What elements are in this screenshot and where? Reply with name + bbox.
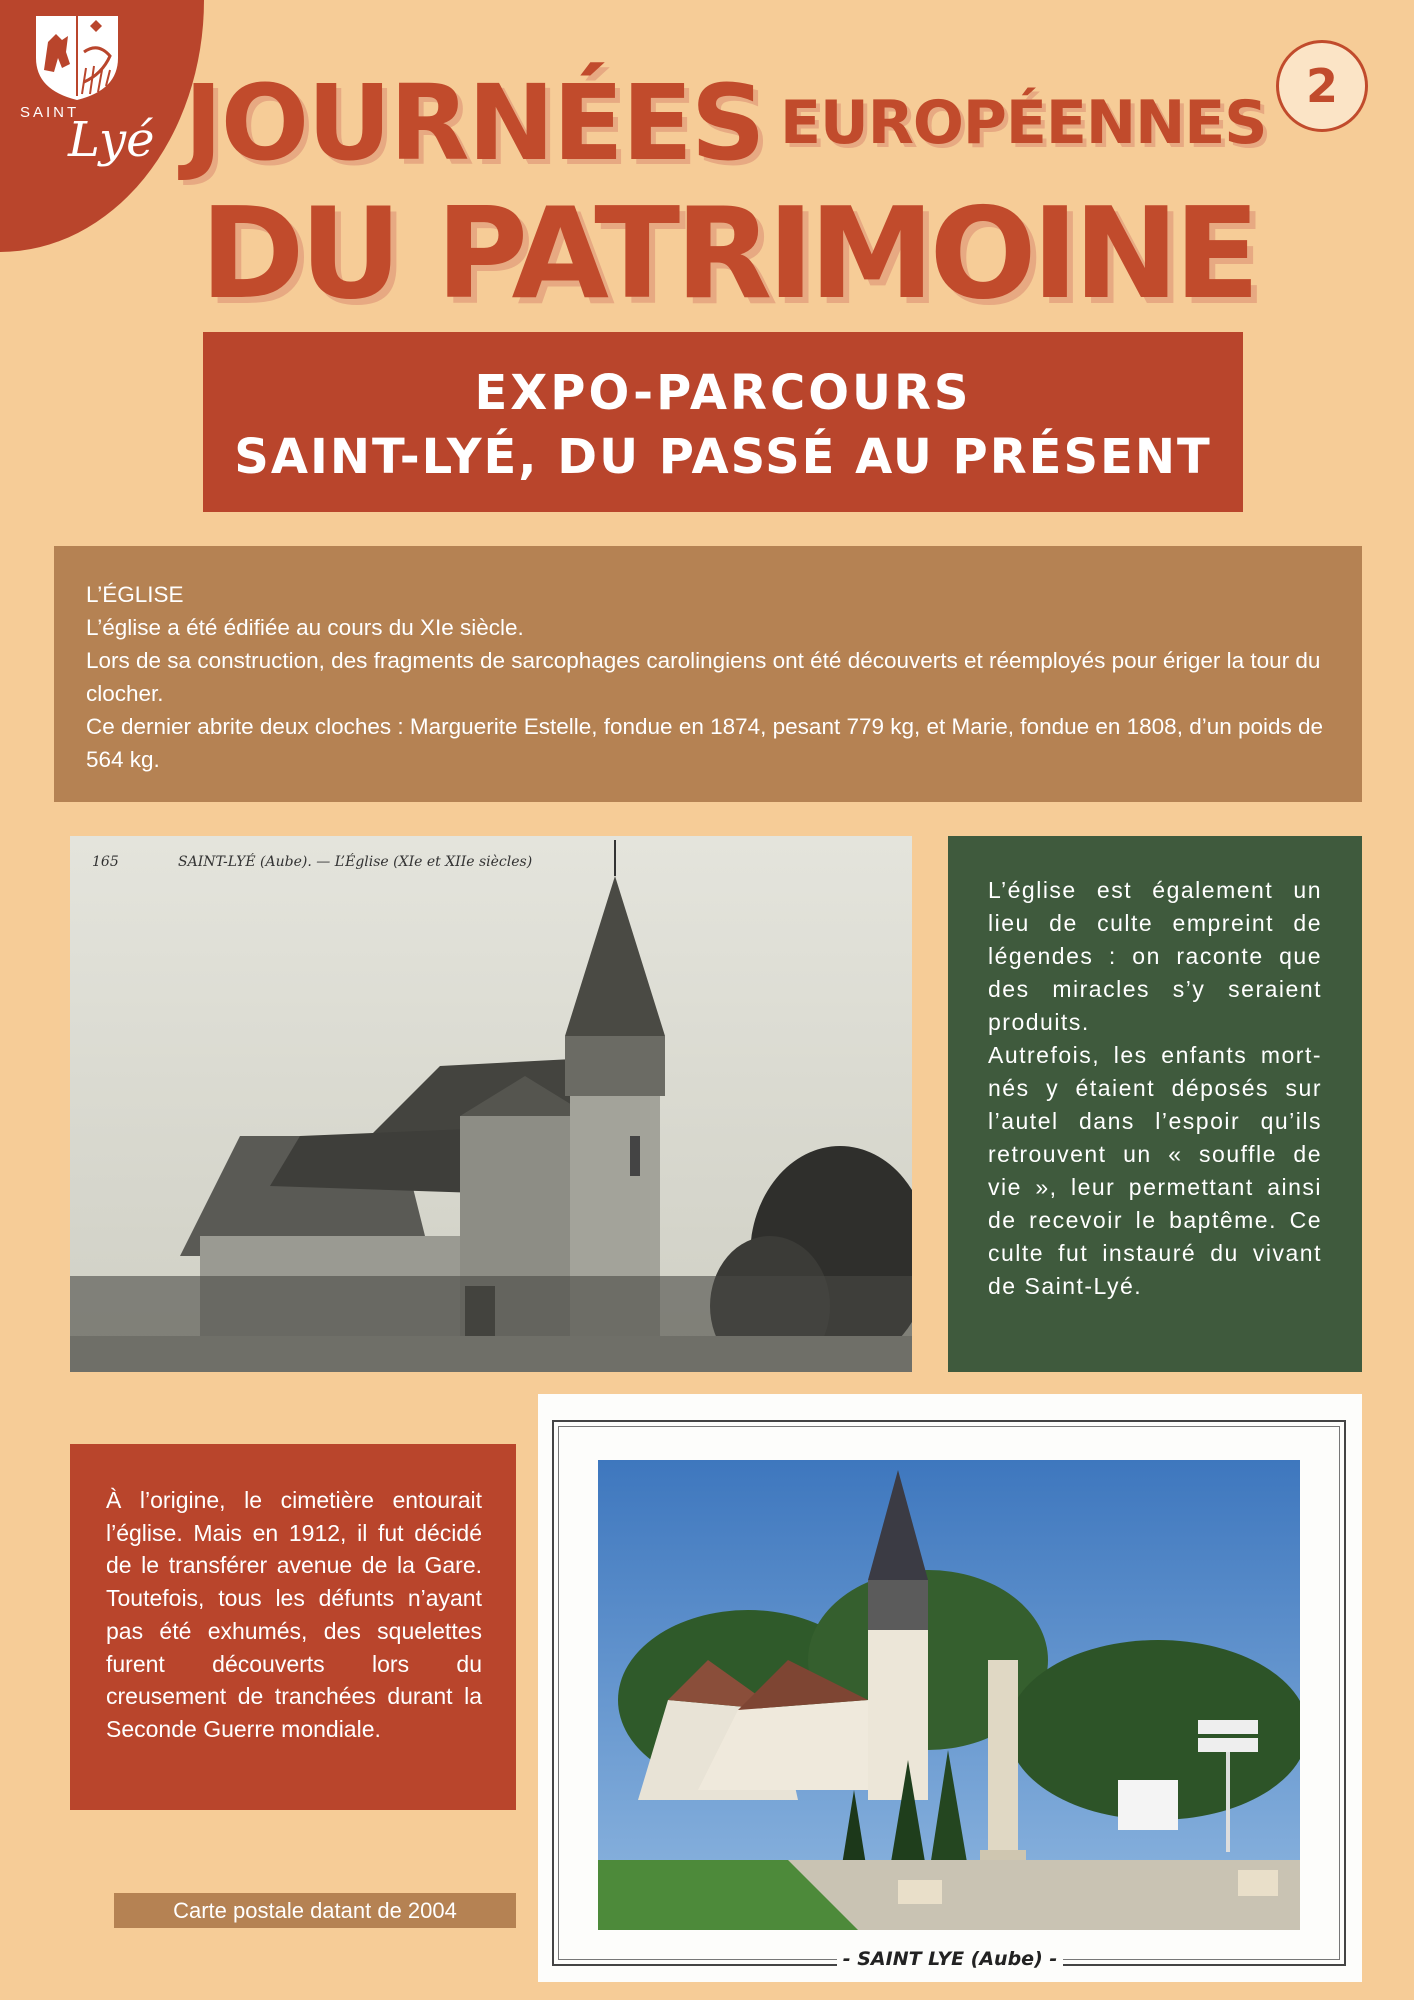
coat-of-arms-icon bbox=[32, 12, 122, 102]
legend-paragraph-1: L’église est également un lieu de culte empreint de légendes : on raconte que des miracles s’y seraient produits. bbox=[988, 877, 1322, 1035]
panel-number-badge: 2 bbox=[1276, 40, 1368, 132]
intro-paragraph-1: L’église a été édifiée au cours du XIe siècle. bbox=[86, 615, 524, 640]
title-patrimoine: DU PATRIMOINE bbox=[200, 180, 1256, 327]
modern-church-postcard bbox=[538, 1394, 1362, 1982]
legend-paragraph-2: Autrefois, les enfants mort-nés y étaient déposés sur l’autel dans l’espoir qu’ils retrouvent un « souffle de vie », leur permettant ainsi de recevoir le baptême. Ce culte fut instauré du vivant de Saint-Lyé. bbox=[988, 1042, 1322, 1299]
postcard-caption: Carte postale datant de 2004 bbox=[114, 1893, 516, 1928]
cemetery-text-box: À l’origine, le cimetière entourait l’église. Mais en 1912, il fut décidé de le transférer avenue de la Gare. Toutefois, tous les défunts n’ayant pas été exhumés, des squelettes furent découverts lors du creusement de tranchées durant la Seconde Guerre mondiale. bbox=[70, 1444, 516, 1810]
logo-lye-text: Lyé bbox=[68, 112, 155, 168]
intro-paragraph-3: Ce dernier abrite deux cloches : Marguerite Estelle, fondue en 1874, pesant 779 kg, et Marie, fondue en 1808, d’un poids de 564 kg. bbox=[86, 714, 1324, 772]
old-postcard-number: 165 bbox=[92, 854, 119, 870]
modern-church-photo bbox=[598, 1460, 1300, 1930]
intro-heading: L’ÉGLISE bbox=[86, 582, 184, 607]
logo-saint-text: SAINT bbox=[20, 104, 80, 121]
title-europeennes: EUROPÉENNES bbox=[780, 88, 1267, 158]
old-postcard-caption: SAINT-LYÉ (Aube). — L’Église (XIe et XIIe siècles) bbox=[178, 854, 533, 870]
expo-banner bbox=[203, 332, 1243, 512]
legend-text-box bbox=[948, 836, 1362, 1372]
intro-box bbox=[54, 546, 1362, 802]
old-church-postcard bbox=[70, 836, 912, 1372]
title-journees: JOURNÉES bbox=[184, 62, 764, 184]
expo-line-1: EXPO-PARCOURS bbox=[474, 365, 972, 421]
expo-line-2: SAINT-LYÉ, DU PASSÉ AU PRÉSENT bbox=[234, 429, 1212, 485]
intro-paragraph-2: Lors de sa construction, des fragments de sarcophages carolingiens ont été découverts et réemployés pour ériger la tour du clocher. bbox=[86, 648, 1321, 706]
postcard-label: - SAINT LYE (Aube) - bbox=[837, 1948, 1064, 1970]
